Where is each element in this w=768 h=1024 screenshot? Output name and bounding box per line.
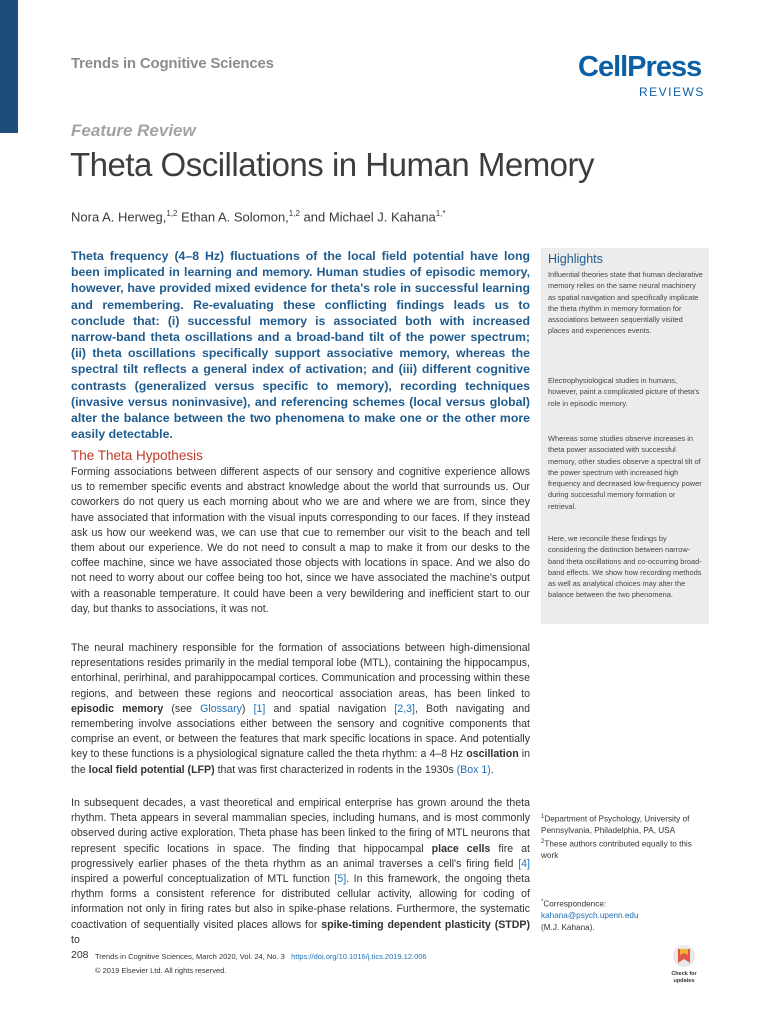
abstract: Theta frequency (4–8 Hz) fluctuations of the local field potential have long been implicated in learning and memory. Human studies of episodic memory, however, have provided mixed evidence for theta's role in successful learning and remembering. Re-evaluating these conflicting findings leads us to conclude that: (i) successful memory is associated both with increased narrow-band theta oscillations and a broad-band tilt of the power spectrum; (ii) theta oscillations specifically support associative memory, whereas the spectral tilt reflects a general index of activation; and (iii) different cognitive contrasts (generalized versus specific to memory), recording techniques (invasive versus noninvasive), and referencing schemes (local versus global) alter the balance between the two phenomena to make one or the other more easily detectable. [71,249,530,442]
glossary-link[interactable]: Glossary [200,702,242,715]
reference-link[interactable]: [1] [253,702,266,715]
reference-link[interactable]: [5] [334,873,347,886]
author-1: Nora A. Herweg, [71,209,167,225]
section-heading: The Theta Hypothesis [71,448,203,463]
email-link[interactable]: kahana@psych.upenn.edu [541,911,639,921]
journal-name: Trends in Cognitive Sciences [71,55,274,72]
author-list [71,209,446,224]
body-paragraph-2: The neural machinery responsible for the formation of associations between high-dimensional representations resides primarily in the medial temporal lobe (MTL), containing the hippocampus, entorhinal, perirhinal, and parahippocampal cortices. Communication and processing within these regions, and between these regions and neocortical association areas, has been linked to episodic memory (see Glossary) [1] and spatial navigation [2,3], Both navigating and remembering involve associations either between the sensory and cognitive components that comprise an event, or between the features that mark specific locations in space. And potentially key to these functions is a physiological signature called the theta rhythm: a 4–8 Hz oscillation in the local field potential (LFP) that was first characterized in rodents in the 1930s (Box 1). [71,642,531,776]
reference-link[interactable]: [2,3] [394,702,415,715]
doi-link[interactable]: https://doi.org/10.1016/j.tics.2019.12.006 [291,952,427,961]
box-link[interactable]: (Box 1) [456,763,491,776]
cellpress-logo[interactable]: CellPress [578,51,702,83]
footer-citation: Trends in Cognitive Sciences, March 2020, Vol. 24, No. 3 https://doi.org/10.1016/j.tics.2019.12.006 [95,952,427,961]
glossary-term: spike-timing dependent plasticity (STDP) [321,918,531,931]
reference-link[interactable]: [4] [518,857,530,870]
highlights-title: Highlights [548,252,603,266]
highlight-item: Whereas some studies observe increases in theta power associated with successful memory, other studies observe a spectral tilt of the power spectrum with increased high frequency and decreased low-frequency power during successful memory formation or retrieval. [548,434,702,511]
check-for-updates-badge[interactable] [666,942,702,986]
author-1-affil: 1,2 [166,209,178,218]
glossary-term: episodic memory [71,702,164,715]
cellpress-logo-subtext: REVIEWS [639,85,705,99]
highlight-item: Electrophysiological studies in humans, however, paint a complicated picture of theta's role in episodic memory. [548,376,700,408]
author-3: and Michael J. Kahana [299,209,436,225]
affiliation-footnote: $^1$Department of Psychology, University of Pennsylvania, Philadelphia, PA, USA $^2$These authors contributed equally to this work [541,814,692,860]
glossary-term: place cells [431,842,491,855]
author-2-affil: 1,2 [288,209,300,218]
badge-line-1: Check for [671,971,697,977]
badge-line-2: updates [673,978,695,984]
glossary-term: oscillation [466,748,519,761]
highlight-item: Here, we reconcile these findings by considering the distinction between narrow-band theta oscillations and co-occurring broad-band effects. We show how recording methods as well as analytical choices may alter the balance between the two phenomena. [548,534,702,600]
article-title: Theta Oscillations in Human Memory [70,146,595,183]
bookmark-icon [666,942,702,986]
article-type: Feature Review [71,121,196,140]
highlight-item: Influential theories state that human declarative memory relies on the same neural machinery as spatial navigation and specifically implicate the theta rhythm in memory formation for associations between sequentially visited places and experiences events. [548,270,703,336]
page-number: 208 [71,949,89,961]
author-2: Ethan A. Solomon, [177,209,289,225]
journal-color-bar [0,0,18,133]
glossary-term: local field potential (LFP) [88,763,215,776]
correspondence-footnote: *Correspondence: kahana@psych.upenn.edu (M.J. Kahana). [541,899,639,932]
copyright: © 2019 Elsevier Ltd. All rights reserved. [95,966,227,975]
author-3-affil: 1,* [435,209,446,218]
body-paragraph-3: In subsequent decades, a vast theoretical and empirical enterprise has grown around the theta rhythm. Theta appears in several mammalian species, including humans, and is most commonly observed during active exploration. Theta phase has been linked to the firing of MTL neurons that represent specific locations in space. The finding that hippocampal place cells fire at progressively earlier phases of the theta rhythm as an animal traverses a cell's firing field [4] inspired a powerful conceptualization of MTL function [5]. In this framework, the ongoing theta rhythm forms a consistent reference for distributed cellular activity, allowing for coding of information not only in firing rates but also in spike-phase relations. Furthermore, the systematic coactivation of sequentially visited places allows for spike-timing dependent plasticity (STDP) to [71,797,531,946]
body-paragraph-1: Forming associations between different aspects of our sensory and cognitive experience allows us to remember specific events and abstract knowledge about the world that surrounds us. Our coworkers do not query us each morning about who we are and where we are from, since they have associated that information with the visual inputs corresponding to our faces. If they instead ask us how our weekend was, we can use that cue to remember our visit to the beach and tell them about our experience. We do not need to consult a map to make it from our desks to the coffee machine, since we have associated those objects with locations in space. And we also do not need to worry about our coffee being too hot, since we have associated the machine's output with a reasonable temperature. It could have been a very bewildering and inefficient start to our day, but thanks to associations, it was not. [71,466,530,615]
